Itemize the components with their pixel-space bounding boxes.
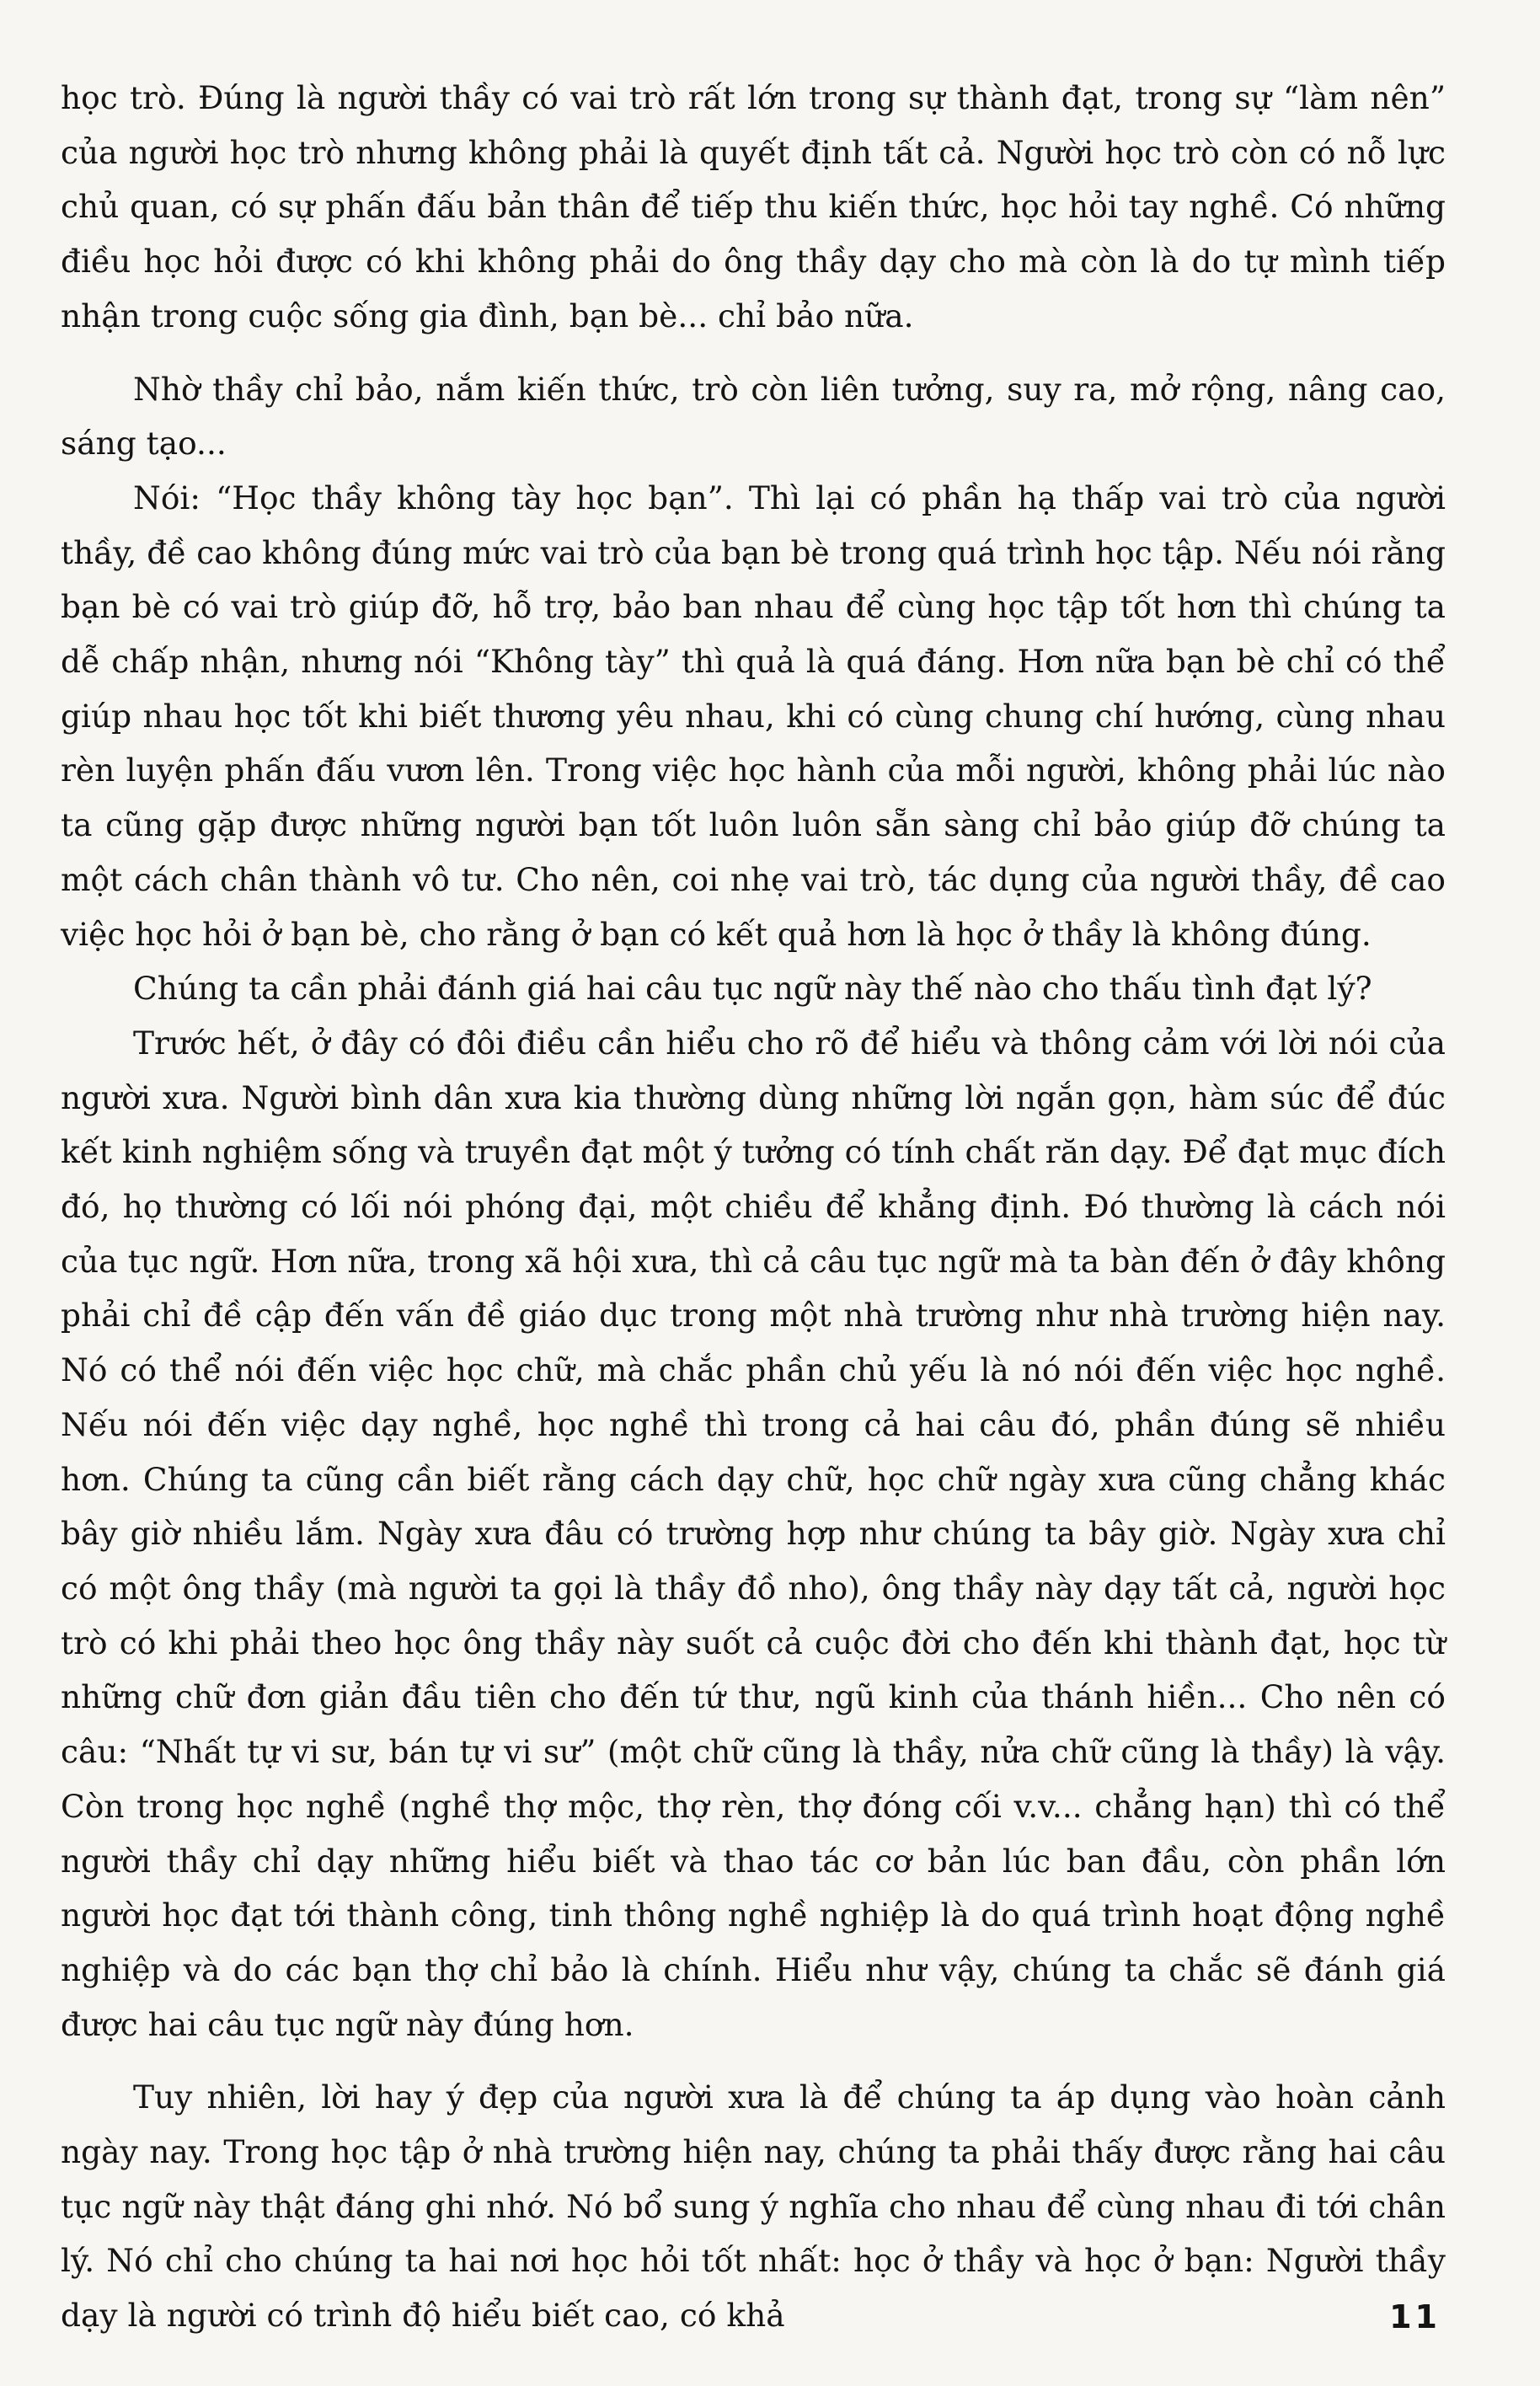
- paragraph-1: học trò. Đúng là người thầy có vai trò rất lớn trong sự thành đạt, trong sự “làm nên” của người học trò nhưng không phải là quyết định tất cả. Người học trò còn có nỗ lực chủ quan, có sự phấn đấu bản thân để tiếp thu kiến thức, học hỏi tay nghề. Có những điều học hỏi được có khi không phải do ông thầy dạy cho mà còn là do tự mình tiếp nhận trong cuộc sống gia đình, bạn bè... chỉ bảo nữa.: [61, 79, 1446, 334]
- paragraph-4: Chúng ta cần phải đánh giá hai câu tục ngữ này thế nào cho thấu tình đạt lý?: [133, 970, 1372, 1008]
- paragraph-6: Tuy nhiên, lời hay ý đẹp của người xưa là để chúng ta áp dụng vào hoàn cảnh ngày nay. Trong học tập ở nhà trường hiện nay, chúng ta phải thấy được rằng hai câu tục ngữ này thật đáng ghi nhớ. Nó bổ sung ý nghĩa cho nhau để cùng nhau đi tới chân lý. Nó chỉ cho chúng ta hai nơi học hỏi tốt nhất: học ở thầy và học ở bạn: Người thầy dạy là người có trình độ hiểu biết cao, có khả: [61, 2078, 1446, 2335]
- page-number: 11: [1389, 2298, 1441, 2335]
- paragraph-5: Trước hết, ở đây có đôi điều cần hiểu cho rõ để hiểu và thông cảm với lời nói của người xưa. Người bình dân xưa kia thường dùng những lời ngắn gọn, hàm súc để đúc kết kinh nghiệm sống và truyền đạt một ý tưởng có tính chất răn dạy. Để đạt mục đích đó, họ thường có lối nói phóng đại, một chiều để khẳng định. Đó thường là cách nói của tục ngữ. Hơn nữa, trong xã hội xưa, thì cả câu tục ngữ mà ta bàn đến ở đây không phải chỉ đề cập đến vấn đề giáo dục trong một nhà trường như nhà trường hiện nay. Nó có thể nói đến việc học chữ, mà chắc phần chủ yếu là nó nói đến việc học nghề. Nếu nói đến việc dạy nghề, học nghề thì trong cả hai câu đó, phần đúng sẽ nhiều hơn. Chúng ta cũng cần biết rằng cách dạy chữ, học chữ ngày xưa cũng chẳng khác bây giờ nhiều lắm. Ngày xưa đâu có trường hợp như chúng ta bây giờ. Ngày xưa chỉ có một ông thầy (mà người ta gọi là thầy đồ nho), ông thầy này dạy tất cả, người học trò có khi phải theo học ông thầy này suốt cả cuộc đời cho đến khi thành đạt, học từ những chữ đơn giản đầu tiên cho đến tứ thư, ngũ kinh của thánh hiền... Cho nên có câu: “Nhất tự vi sư, bán tự vi sư” (một chữ cũng là thầy, nửa chữ cũng là thầy) là vậy. Còn trong học nghề (nghề thợ mộc, thợ rèn, thợ đóng cối v.v... chẳng hạn) thì có thể người thầy chỉ dạy những hiểu biết và thao tác cơ bản lúc ban đầu, còn phần lớn người học đạt tới thành công, tinh thông nghề nghiệp là do quá trình hoạt động nghề nghiệp và do các bạn thợ chỉ bảo là chính. Hiểu như vậy, chúng ta chắc sẽ đánh giá được hai câu tục ngữ này đúng hơn.: [61, 1024, 1446, 2043]
- paragraph-2: Nhờ thầy chỉ bảo, nắm kiến thức, trò còn liên tưởng, suy ra, mở rộng, nâng cao, sáng tạo...: [61, 370, 1446, 463]
- paragraph-3: Nói: “Học thầy không tày học bạn”. Thì lại có phần hạ thấp vai trò của người thầy, đề cao không đúng mức vai trò của bạn bè trong quá trình học tập. Nếu nói rằng bạn bè có vai trò giúp đỡ, hỗ trợ, bảo ban nhau để cùng học tập tốt hơn thì chúng ta dễ chấp nhận, nhưng nói “Không tày” thì quả là quá đáng. Hơn nữa bạn bè chỉ có thể giúp nhau học tốt khi biết thương yêu nhau, khi có cùng chung chí hướng, cùng nhau rèn luyện phấn đấu vươn lên. Trong việc học hành của mỗi người, không phải lúc nào ta cũng gặp được những người bạn tốt luôn luôn sẵn sàng chỉ bảo giúp đỡ chúng ta một cách chân thành vô tư. Cho nên, coi nhẹ vai trò, tác dụng của người thầy, đề cao việc học hỏi ở bạn bè, cho rằng ở bạn có kết quả hơn là học ở thầy là không đúng.: [61, 479, 1446, 953]
